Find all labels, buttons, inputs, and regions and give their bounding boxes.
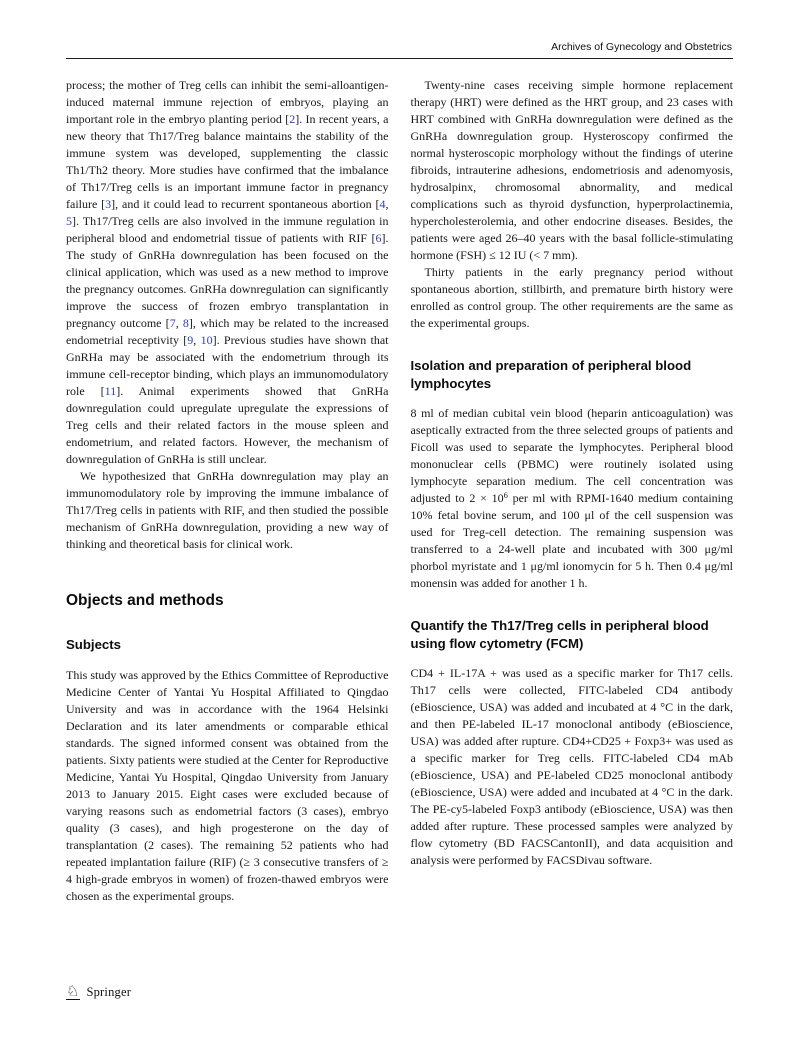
- citation-ref[interactable]: 11: [104, 384, 117, 398]
- publisher-footer: [66, 984, 131, 1000]
- paragraph: [66, 667, 389, 905]
- paragraph: [411, 264, 734, 332]
- citation-ref[interactable]: 5: [66, 214, 72, 228]
- citation-ref[interactable]: 10: [200, 333, 213, 347]
- paragraph: [411, 77, 734, 264]
- paragraph: [411, 665, 734, 869]
- citation-ref[interactable]: 4: [379, 197, 386, 211]
- subsection-heading: Subjects: [66, 637, 121, 652]
- text-run: We hypothesized that GnRHa downregulation may play an immunomodulatory role by improving the immune imbalance of Th17/Treg cells in patients with RIF, and then studied the possible mechanism of GnRHa downregulation, providing a new way of thinking and theoretical basis for clinical work.: [66, 469, 389, 551]
- text-run: CD4 + IL-17A + was used as a specific marker for Th17 cells. Th17 cells were collected, FITC-labeled CD4 antibody (eBioscience, USA) was added and incubated at 4 °C in the dark, and then PE-labeled IL-17 monoclonal antibody (eBioscience, USA) was added after rupture. CD4+CD25 + Foxp3+ was used as a specific marker for Treg cells. FITC-labeled CD4 mAb (eBioscience, USA) and PE-labeled CD25 monoclonal antibody (eBioscience, USA) were added and incubated at 4 °C in the dark. The PE-cy5-labeled Foxp3 antibody (eBioscience, USA) was then added after rupture. These processed samples were analyzed by flow cytometry (BD FACSCantonII), and data acquisition and analysis were performed by FACSDivau software.: [410, 666, 733, 867]
- paragraph: [411, 405, 734, 592]
- text-run: This study was approved by the Ethics Committee of Reproductive Medicine Center of Yantai Yu Hospital Affiliated to Qingdao University and was in accordance with the 1964 Helsinki Declaration and its later amendments or comparable ethical standards. The signed informed consent was obtained from the patients. Sixty patients were studied at the Center for Reproductive Medicine, Yantai Yu Hospital, Qingdao University from January 2013 to January 2015. Eight cases were excluded because of varying reasons such as endometrial factors (3 cases), embryo quality (3 cases), and high progesterone on the day of transplantation (2 cases). The remaining 52 patients who had repeated implantation failure (RIF) (≥ 3 consecutive transfers of ≥ 4 high-grade embryos in women) of frozen-thawed embryos were chosen as the experimental groups.: [66, 667, 389, 903]
- text-run: ]. Previous studies have shown that GnRHa may be associated with the endometrium through its immune cell-receptor binding, which plays an immunomodulatory role [: [66, 333, 389, 398]
- subsection-heading: Isolation and preparation of peripheral blood lymphocytes: [410, 358, 692, 391]
- text-run: ], and it could lead to recurrent spontaneous abortion [: [111, 197, 380, 211]
- citation-ref[interactable]: 9: [187, 333, 194, 347]
- citation-ref[interactable]: 2: [289, 112, 296, 126]
- header-divider: [66, 58, 733, 59]
- text-run: Twenty-nine cases receiving simple hormone replacement therapy (HRT) were defined as the HRT group, and 23 cases with HRT combined with GnRHa downregulation were defined as the GnRHa downregulation group. Hysteroscopy confirmed the normal hysteroscopic morphology without the findings of uterine fibroids, intrauterine adhesions, endometriosis and adenomyosis, hydrosalpinx, chromosomal abnormality, and medical complications such as thyroid dysfunction, hyperprolactinemia, hypercholesterolemia, and other endocrine diseases. Besides, the patients were aged 26–40 years with the basal follicle-stimulating hormone (FSH) ≤ 12 IU (< 7 mm).: [410, 78, 733, 262]
- citation-ref[interactable]: 3: [105, 197, 112, 211]
- right-column: [411, 77, 734, 905]
- text-run: ,: [193, 333, 201, 347]
- subsection-heading: Quantify the Th17/Treg cells in peripheral blood using flow cytometry (FCM): [410, 618, 709, 651]
- article-body: [66, 77, 733, 905]
- text-run: ]. The study of GnRHa downregulation has been focused on the clinical application, which was used as a new method to improve the pregnancy outcomes. GnRHa downregulation can significantly improve the success of frozen embryo transplantation in pregnancy outcome [: [66, 231, 389, 330]
- text-run: ]. Th17/Treg cells are also involved in the immune regulation in peripheral blood and endometrial tissue of patients with RIF [: [66, 214, 389, 245]
- paragraph: [66, 77, 389, 468]
- section-heading: Objects and methods: [66, 592, 224, 609]
- citation-ref[interactable]: 8: [182, 316, 189, 330]
- text-run: Thirty patients in the early pregnancy period without spontaneous abortion, stillbirth, and premature birth history were enrolled as control group. The other requirements are the same as the experimental groups.: [410, 265, 733, 330]
- paragraph: [66, 468, 389, 553]
- left-column: [66, 77, 389, 905]
- text-run: process; the mother of Treg cells can inhibit the semi-alloantigen-induced maternal immune rejection of embryos, playing an important role in the embryo planting period [: [66, 78, 389, 126]
- springer-horse-icon: ♘: [66, 982, 80, 1000]
- text-run: ,: [175, 316, 183, 330]
- text-run: ]. In recent years, a new theory that Th17/Treg balance maintains the stability of the immune system was developed, supplementing the classic Th1/Th2 theory. More studies have confirmed that the imbalance of Th17/Treg cells is an important immune factor in pregnancy failure [: [66, 112, 389, 211]
- text-run: 8 ml of median cubital vein blood (heparin anticoagulation) was aseptically extracted from the three selected groups of patients and Ficoll was used to separate the lymphocytes. Peripheral blood mononuclear cells (PBMC) were routinely isolated using lymphocyte separation medium. The cell concentration was adjusted to 2 × 10: [410, 406, 733, 505]
- journal-title: Archives of Gynecology and Obstetrics: [551, 41, 732, 53]
- citation-ref[interactable]: 7: [169, 316, 176, 330]
- publisher-name: Springer: [86, 984, 132, 999]
- text-run: per ml with RPMI-1640 medium containing 10% fetal bovine serum, and 100 μl of the cell suspension was used for Treg-cell detection. The remaining suspension was transferred to a 24-well plate and incubated with 300 μg/ml phorbol myristate and 1 μg/ml ionomycin for 5 h. Then 0.4 μg/ml monensin was added for another 1 h.: [410, 491, 733, 590]
- text-run: ,: [385, 197, 389, 211]
- text-run: ]. Animal experiments showed that GnRHa downregulation could upregulate upregulate the expressions of Treg cells and their related factors in the mouse spleen and endometrium, and related factors. However, the mechanism of downregulation of GnRHa is still unclear.: [66, 384, 389, 466]
- text-run: ], which may be related to the increased endometrial receptivity [: [66, 316, 389, 347]
- citation-ref[interactable]: 6: [375, 231, 382, 245]
- superscript-text: 6: [503, 489, 508, 500]
